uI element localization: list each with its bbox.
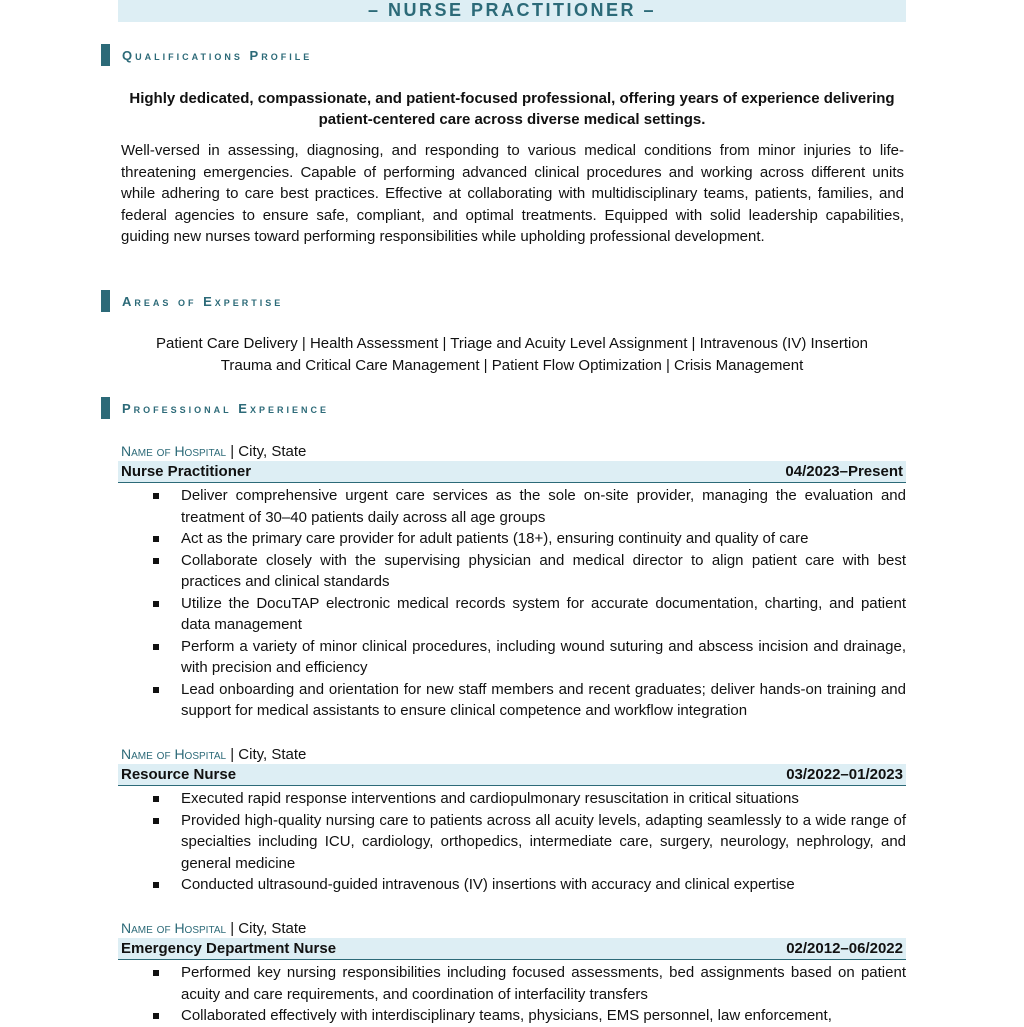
role-title: Emergency Department Nurse (121, 940, 337, 957)
bullet-list (121, 485, 906, 722)
employer-line (121, 441, 906, 461)
role-title: Nurse Practitioner (121, 463, 252, 480)
section-marker (101, 290, 110, 312)
section-marker (101, 397, 110, 419)
job-entry (121, 918, 906, 1027)
bullet-text: Perform a variety of minor clinical procedures, including wound suturing and abscess incision and drainage, with precision and efficiency (181, 637, 906, 676)
profile-paragraph: Well-versed in assessing, diagnosing, and responding to various medical conditions from minor injuries to life-threatening emergencies. Capable of performing advanced clinical procedures and working across different units while adhering to care best practices. Effective at collaborating with multidisciplinary teams, patients, families, and federal agencies to ensure safe, compliant, and optimal treatments. Equipped with solid leadership capabilities, guiding new nurses toward performing responsibilities while upholding professional development. (121, 142, 904, 246)
profile-summary: Highly dedicated, compassionate, and patient-focused professional, offering years of experience delivering patient-centered care across diverse medical settings. (129, 90, 895, 128)
section-title: Professional Experience (122, 400, 329, 416)
bullet-text: Performed key nursing responsibilities including focused assessments, bed assignments based on patient acuity and care requirements, and coordination of interfacility transfers (181, 964, 906, 1003)
employer-line (121, 918, 906, 938)
bullet-icon (153, 687, 159, 693)
role-bar (118, 938, 906, 960)
role-dates: 04/2023–Present (785, 463, 903, 480)
bullet-icon (153, 536, 159, 542)
section-marker (101, 44, 110, 66)
role-dates: 03/2022–01/2023 (786, 766, 903, 783)
list-item (121, 550, 906, 593)
section-title: Areas of Expertise (122, 293, 284, 309)
expertise-line: Trauma and Critical Care Management | Patient Flow Optimization | Crisis Management (220, 357, 804, 374)
bullet-text: Provided high-quality nursing care to patients across all acuity levels, adapting seamlessly to a wide range of specialties including ICU, cardiology, orthopedics, intermediate care, surgery, neurology, nephrology, and general medicine (181, 811, 906, 872)
list-item (121, 810, 906, 875)
bullet-icon (153, 970, 159, 976)
list-item (121, 962, 906, 1005)
list-item (121, 679, 906, 722)
section-heading-expertise (101, 290, 283, 312)
bullet-text: Collaborated effectively with interdisciplinary teams, physicians, EMS personnel, law enforcement, (181, 1007, 832, 1024)
list-item (121, 485, 906, 528)
list-item (121, 528, 906, 550)
bullet-list (121, 788, 906, 896)
page-title: – NURSE PRACTITIONER – (118, 0, 906, 22)
location: | City, State (226, 920, 307, 937)
section-title: Qualifications Profile (122, 47, 313, 63)
location: | City, State (226, 746, 307, 763)
bullet-list (121, 962, 906, 1027)
job-entry (121, 744, 906, 896)
bullet-text: Conducted ultrasound-guided intravenous (IV) insertions with accuracy and clinical expertise (181, 876, 795, 893)
section-heading-experience (101, 397, 329, 419)
bullet-icon (153, 558, 159, 564)
section-heading-qualifications (101, 44, 312, 66)
role-title: Resource Nurse (121, 766, 237, 783)
list-item (121, 636, 906, 679)
role-dates: 02/2012–06/2022 (786, 940, 903, 957)
hospital-name: Name of Hospital (121, 746, 227, 762)
bullet-text: Act as the primary care provider for adult patients (18+), ensuring continuity and quality of care (181, 530, 809, 547)
bullet-icon (153, 1013, 159, 1019)
bullet-icon (153, 493, 159, 499)
list-item (121, 593, 906, 636)
bullet-icon (153, 601, 159, 607)
bullet-icon (153, 818, 159, 824)
job-entry (121, 441, 906, 722)
list-item (121, 1005, 906, 1027)
bullet-text: Deliver comprehensive urgent care services as the sole on-site provider, managing the evaluation and treatment of 30–40 patients daily across all age groups (181, 487, 906, 526)
list-item (121, 874, 906, 896)
list-item (121, 788, 906, 810)
location: | City, State (226, 443, 307, 460)
bullet-icon (153, 644, 159, 650)
role-bar (118, 461, 906, 483)
bullet-text: Collaborate closely with the supervising physician and medical director to align patient care with best practices and clinical standards (181, 551, 906, 590)
bullet-text: Lead onboarding and orientation for new staff members and recent graduates; deliver hands-on training and support for medical assistants to ensure clinical competence and workflow integration (181, 680, 906, 719)
bullet-text: Executed rapid response interventions and cardiopulmonary resuscitation in critical situations (181, 790, 799, 807)
hospital-name: Name of Hospital (121, 443, 227, 459)
bullet-icon (153, 796, 159, 802)
employer-line (121, 744, 906, 764)
role-bar (118, 764, 906, 786)
bullet-text: Utilize the DocuTAP electronic medical records system for accurate documentation, charting, and patient data management (181, 594, 906, 633)
expertise-line: Patient Care Delivery | Health Assessment | Triage and Acuity Level Assignment | Intravenous (IV) Insertion (155, 335, 869, 352)
hospital-name: Name of Hospital (121, 920, 227, 936)
bullet-icon (153, 882, 159, 888)
expertise-list (118, 333, 906, 377)
